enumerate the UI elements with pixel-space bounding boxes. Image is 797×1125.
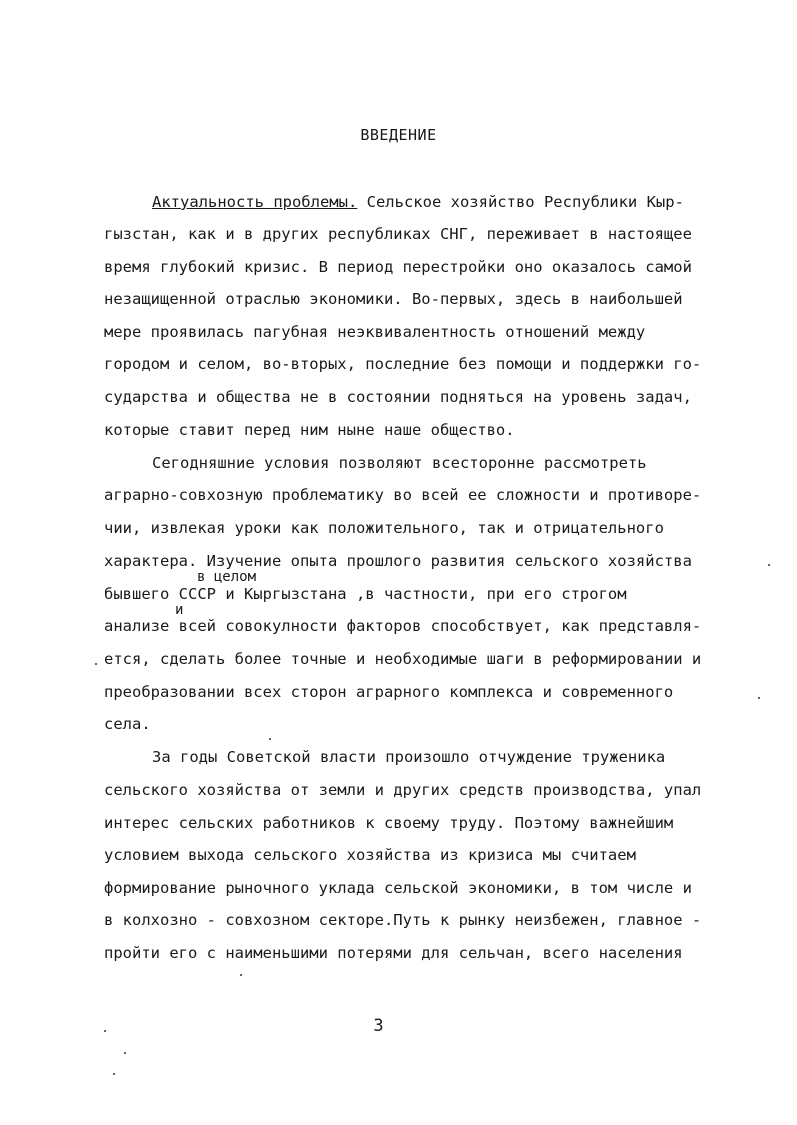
text-line-18: За годы Советской власти произошло отчуждение труженика [152,748,666,766]
section-heading: ВВЕДЕНИЕ [360,126,437,144]
text-line-24: пройти его с наименьшими потерями для сельчан, всего населения [104,944,683,962]
handwritten-insert-and: и [175,602,184,618]
scan-speck [104,1030,106,1032]
text-line-16: преобразовании всех сторон аграрного комплекса и современного [104,683,674,701]
handwritten-insert-in-whole: в целом [197,569,257,585]
scan-speck [269,738,271,740]
text-line-1: Актуальность проблемы. Сельское хозяйство Республики Кыр- [152,193,684,211]
text-line-21: условием выхода сельского хозяйства из кризиса мы считаем [104,846,636,864]
text-line-15: ется, сделать более точные и необходимые шаги в реформировании и [104,650,702,668]
text-line-12: характера. Изучение опыта прошлого развития сельского хозяйства [104,552,692,570]
text-line-20: интерес сельских работников к своему труду. Поэтому важнейшим [104,814,674,832]
scan-speck [95,663,97,665]
text-line-17: села. [104,715,151,733]
scan-speck [113,1073,115,1075]
text-line-4: незащищенной отраслью экономики. Во-первых, здесь в наибольшей [104,290,683,308]
text-line-23: в колхозно - совхозном секторе.Путь к рынку неизбежен, главное - [104,911,702,929]
text-line-2: гызстан, как и в других республиках СНГ, переживает в настоящее [104,225,692,243]
page-number: 3 [373,1016,384,1036]
text-line-9: Сегодняшние условия позволяют всесторонне рассмотреть [152,454,647,472]
topic-label: Актуальность проблемы. [152,193,358,211]
scan-speck [758,697,760,699]
text-line-6: городом и селом, во-вторых, последние без помощи и поддержки го- [104,355,702,373]
scan-speck [124,1052,126,1054]
text-line-19: сельского хозяйства от земли и других средств производства, упал [104,781,702,799]
text-line-7: сударства и общества не в состоянии подняться на уровень задач, [104,388,692,406]
text-line-5: мере проявилась пагубная неэквивалентность отношений между [104,323,646,341]
text-line-3: время глубокий кризис. В период перестройки оно оказалось самой [104,258,692,276]
text-line-13: бывшего СССР и Кыргызстана ,в частности, при его строгом [104,585,627,603]
text-line-14: анализе всей совокулности факторов способствует, как представля- [104,617,702,635]
text-line-10: аграрно-совхозную проблематику во всей ее сложности и противоре- [104,486,702,504]
text-line-22: формирование рыночного уклада сельской экономики, в том числе и [104,879,692,897]
text-line-11: чии, извлекая уроки как положительного, так и отрицательного [104,519,664,537]
text-line-8: которые ставит перед ним ныне наше общество. [104,421,515,439]
scan-speck [768,564,770,566]
scan-speck [240,974,242,976]
